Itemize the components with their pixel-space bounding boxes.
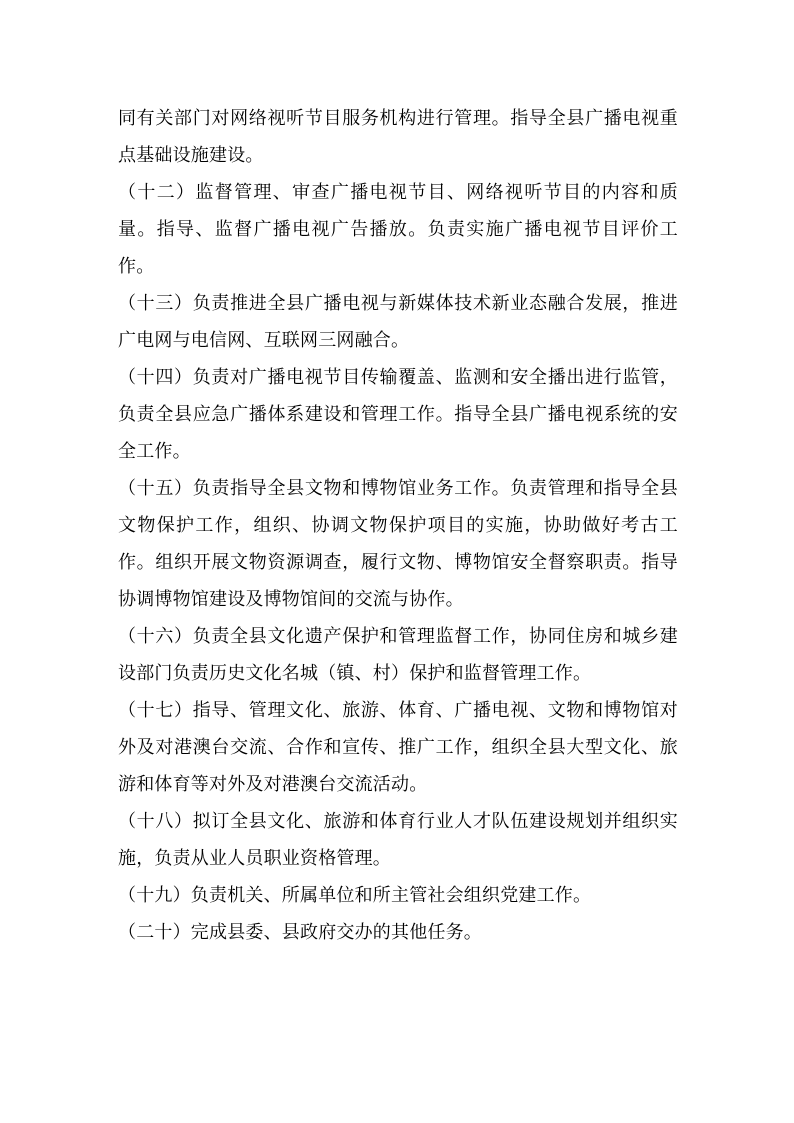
paragraph-item-19: （十九）负责机关、所属单位和所主管社会组织党建工作。 [118,885,592,906]
paragraph-item-14: （十四）负责对广播电视节目传输覆盖、监测和安全播出进行监管，负责全县应急广播体系建设和管理工作。指导全县广播电视系统的安全工作。 [118,367,678,462]
document-body [118,100,678,951]
paragraph-item-13: （十三）负责推进全县广播电视与新媒体技术新业态融合发展，推进广电网与电信网、互联网三网融合。 [118,293,678,351]
paragraph-item-15: （十五）负责指导全县文物和博物馆业务工作。负责管理和指导全县文物保护工作，组织、协调文物保护项目的实施，协助做好考古工作。组织开展文物资源调查，履行文物、博物馆安全督察职责。指导协调博物馆建设及博物馆间的交流与协作。 [118,478,678,610]
paragraph-item-16: （十六）负责全县文化遗产保护和管理监督工作，协同住房和城乡建设部门负责历史文化名城（镇、村）保护和监督管理工作。 [118,626,678,684]
paragraph-item-17: （十七）指导、管理文化、旅游、体育、广播电视、文物和博物馆对外及对港澳台交流、合作和宣传、推广工作，组织全县大型文化、旅游和体育等对外及对港澳台交流活动。 [118,700,678,795]
paragraph-continuation: 同有关部门对网络视听节目服务机构进行管理。指导全县广播电视重点基础设施建设。 [118,108,678,166]
paragraph-item-18: （十八）拟订全县文化、旅游和体育行业人才队伍建设规划并组织实施，负责从业人员职业资格管理。 [118,811,678,869]
paragraph-item-20: （二十）完成县委、县政府交办的其他任务。 [118,922,482,943]
paragraph-item-12: （十二）监督管理、审查广播电视节目、网络视听节目的内容和质量。指导、监督广播电视广告播放。负责实施广播电视节目评价工作。 [118,182,678,277]
